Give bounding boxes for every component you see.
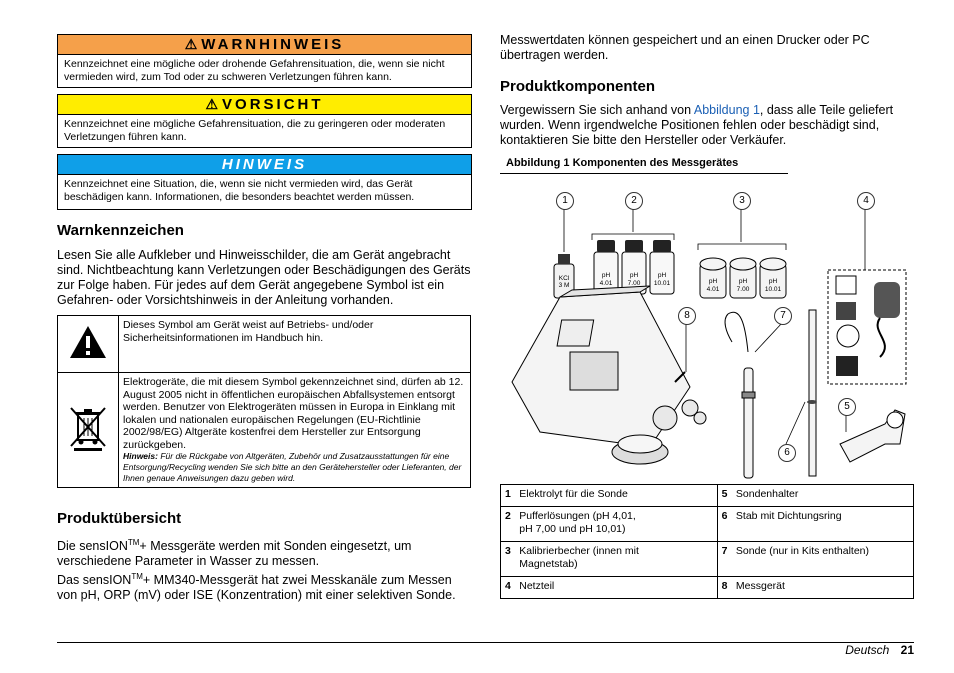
component-label: Sonde (nur in Kits enthalten) (732, 542, 914, 577)
buffer-label-1 (594, 272, 618, 287)
component-number: 7 (717, 542, 732, 577)
components-figure (500, 182, 912, 482)
buffer-label-ph: pH (629, 272, 639, 279)
p2-part-a: Das sensION (57, 573, 132, 588)
component-number: 3 (501, 542, 516, 577)
produktuebersicht-p2 (57, 569, 472, 603)
weee-note (123, 451, 466, 484)
caution-title: VORSICHT (222, 96, 324, 113)
beaker-label-ph: pH (738, 278, 748, 285)
pk-text-b: , dass alle Teile geliefert wurden. Wenn irgendwelche Positionen fehlen oder beschädigt sind, kontaktieren Sie bitte den Hersteller oder Verkäufer. (500, 103, 894, 147)
buffer-label-3 (650, 272, 674, 287)
component-number: 5 (717, 485, 732, 507)
buffer-label-value: 7.00 (627, 279, 641, 287)
beaker-label-3 (760, 278, 786, 293)
buffer-label-value: 10.01 (653, 279, 671, 287)
component-number: 6 (717, 507, 732, 542)
warning-triangle-icon: ⚠ (184, 36, 198, 52)
buffer-label-value: 4.01 (599, 279, 613, 287)
beaker-label-value: 4.01 (706, 285, 720, 293)
weee-bin-icon (68, 404, 108, 452)
component-number: 4 (501, 577, 516, 599)
component-label: Pufferlösungen (pH 4,01, pH 7,00 und pH 10,01) (515, 507, 717, 542)
callout-6: 6 (778, 444, 796, 462)
callout-5: 5 (838, 398, 856, 416)
component-label: Messgerät (732, 577, 914, 599)
right-intro-text: Messwertdaten können gespeichert und an einen Drucker oder PC übertragen werden. (500, 33, 870, 62)
figure-caption-text: Abbildung 1 Komponenten des Messgerätes (506, 157, 739, 169)
component-number: 1 (501, 485, 516, 507)
callout-1: 1 (556, 192, 574, 210)
tm-mark: TM (131, 572, 143, 581)
component-number: 2 (501, 507, 516, 542)
buffer-label-2 (622, 272, 646, 287)
callout-7: 7 (774, 307, 792, 325)
table-row (501, 577, 914, 599)
beaker-label-2 (730, 278, 756, 293)
warning-title: WARNHINWEIS (201, 36, 345, 53)
component-number: 8 (717, 577, 732, 599)
buffer-label-ph: pH (601, 272, 611, 279)
warnkennzeichen-text: Lesen Sie alle Aufkleber und Hinweisschilder, die am Gerät angebracht sind. Nichtbeachtung kann Verletzungen oder Beschädigungen des Geräts zur Folge haben. Für jedes auf dem Gerät angegebene Symbol ist ein Gefahren- oder Vorsichtshinweis in der Anleitung vorhanden. (57, 248, 471, 307)
callout-2: 2 (625, 192, 643, 210)
notice-title: HINWEIS (221, 156, 308, 173)
kcl-label-line2: 3 M (558, 282, 570, 289)
figure-link[interactable]: Abbildung 1 (693, 103, 760, 117)
beaker-label-ph: pH (768, 278, 778, 285)
warning-text: Kennzeichnet eine mögliche oder drohende Gefahrensituation, die, wenn sie nicht vermieden wird, zum Tod oder zu schweren Verletzungen führen kann. (64, 58, 445, 83)
p1-part-a: Die sensION (57, 539, 128, 554)
component-label: Sondenhalter (732, 485, 914, 507)
produktkomponenten-heading: Produktkomponenten (500, 78, 656, 95)
table-row (501, 485, 914, 507)
caution-box (57, 94, 472, 148)
footer-language: Deutsch (845, 643, 890, 657)
kcl-label (556, 275, 572, 289)
beaker-label-value: 7.00 (736, 285, 750, 293)
caution-triangle-icon: ⚠ (205, 96, 219, 112)
beaker-label-1 (700, 278, 726, 293)
footer (845, 643, 914, 657)
table-row (501, 507, 914, 542)
callout-4: 4 (857, 192, 875, 210)
buffer-label-ph: pH (657, 272, 667, 279)
beaker-label-ph: pH (708, 278, 718, 285)
footer-rule (57, 642, 914, 643)
warning-header (58, 35, 471, 55)
callout-3: 3 (733, 192, 751, 210)
p1-part-b: + Messgeräte werden mit Sonden eingesetzt, um verschiedene Parameter in Wasser zu messen. (57, 539, 412, 569)
produktkomponenten-text (500, 103, 912, 148)
beaker-label-value: 10.01 (764, 285, 782, 293)
warnkennzeichen-heading: Warnkennzeichen (57, 222, 184, 239)
notice-box (57, 154, 472, 210)
symbol-row (58, 373, 471, 488)
weee-note-label: Hinweis: (123, 451, 158, 461)
component-label: Stab mit Dichtungsring (732, 507, 914, 542)
symbol-cell (58, 373, 119, 488)
callout-8: 8 (678, 307, 696, 325)
weee-note-text: Für die Rückgabe von Altgeräten, Zubehör und Zusatzausstattungen für eine Entsorgung/Recycling wenden Sie sich bitte an den Gerätehersteller oder Lieferanten, der Ihnen genaue Anweisungen dazu geben wird. (123, 451, 462, 483)
symbol-desc-weee (119, 373, 471, 488)
p2-part-b: + MM340-Messgerät hat zwei Messkanäle zum Messen von pH, ORP (mV) oder ISE (Konzentration) mit einer selektiven Sonde. (57, 573, 456, 603)
symbol-row (58, 316, 471, 373)
warning-box (57, 34, 472, 88)
components-table (500, 484, 914, 599)
notice-text: Kennzeichnet eine Situation, die, wenn sie nicht vermieden wird, das Gerät beschädigen kann. Informationen, die besonders beachtet werden müssen. (64, 178, 415, 203)
component-label: Netzteil (515, 577, 717, 599)
component-label: Elektrolyt für die Sonde (515, 485, 717, 507)
kcl-label-line1: KCl (558, 275, 570, 282)
component-label: Kalibrierbecher (innen mit Magnetstab) (515, 542, 717, 577)
caution-header (58, 95, 471, 115)
produktuebersicht-p1 (57, 535, 472, 569)
symbol-cell (58, 316, 119, 373)
figure-lines (500, 182, 912, 482)
warning-symbol-icon (68, 324, 108, 360)
page-number: 21 (900, 643, 914, 657)
notice-header (58, 155, 471, 175)
figure-caption (500, 155, 788, 174)
produktuebersicht-heading: Produktübersicht (57, 510, 182, 527)
tm-mark: TM (127, 538, 140, 547)
weee-text: Elektrogeräte, die mit diesem Symbol gekennzeichnet sind, dürfen ab 12. August 2005 nicht in öffentlichen europäischen Abfallsystemen entsorgt werden. Benutzer von Elektrogeräten müssen in Europa in Einklang mit lokalen und nationalen europäischen Regelungen (EU-Richtlinie 2002/98/EG) Altgeräte kostenfrei dem Hersteller zur Entsorgung zurückgeben. (123, 376, 464, 451)
symbol-table (57, 315, 471, 488)
pk-text-a: Vergewissern Sie sich anhand von (500, 103, 694, 117)
table-row (501, 542, 914, 577)
caution-text: Kennzeichnet eine mögliche Gefahrensituation, die zu geringeren oder moderaten Verletzungen führen kann. (64, 118, 446, 143)
symbol-desc: Dieses Symbol am Gerät weist auf Betriebs- und/oder Sicherheitsinformationen im Handbuch hin. (119, 316, 471, 373)
